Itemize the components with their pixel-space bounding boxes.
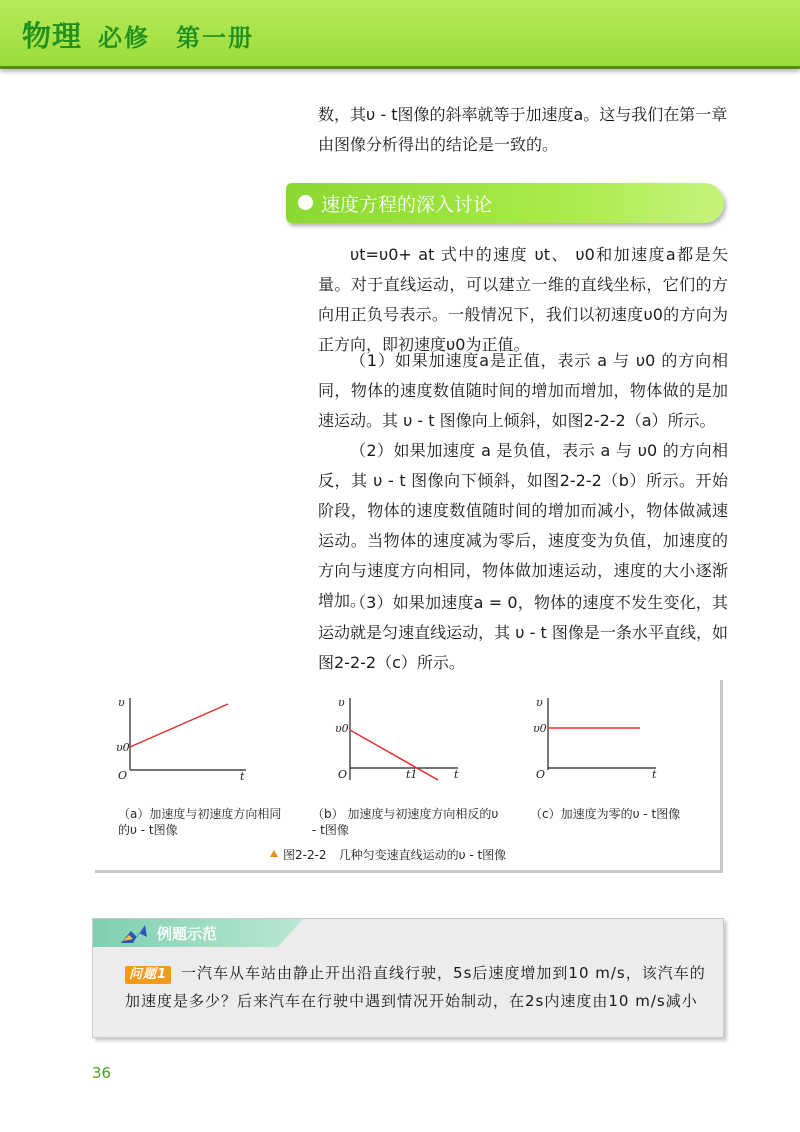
paragraph-3: （2）如果加速度 a 是负值，表示 a 与 υ0 的方向相反，其 υ - t 图像向下倾斜，如图2-2-2（b）所示。开始阶段，物体的速度数值随时间的增加而减小，物体做减速运动。当物体的速度减为零后，速度变为负值，加速度的方向与速度方向相同，物体做加速运动，速度的大小逐渐增加。 [318,441,728,610]
graph-c [528,690,668,790]
graph-b [330,690,470,790]
velocity-line [350,730,438,780]
book-title [22,14,254,55]
triangle-icon [270,850,278,857]
paragraph-2: （1）如果加速度a是正值，表示 a 与 υ0 的方向相同，物体的速度数值随时间的增加而增加，物体做的是加速运动。其 υ - t 图像向上倾斜，如图2-2-2（a）所示。 [318,351,728,430]
graph-a [108,690,258,790]
example-title: 例题示范 [157,925,218,943]
v0-label: υ0 [533,722,547,735]
example-box [92,918,724,1038]
page-header [0,0,800,69]
v-label: υ [118,696,125,709]
example-line-2: 加速度是多少？后来汽车在行驶中遇到情况开始制动，在2s内速度由10 m/s减小 [125,992,698,1010]
example-text-1: 一汽车从车站由静止开出沿直线行驶，5s后速度增加到10 m/s，该汽车的 [181,964,706,982]
caption-c: （c）加速度为零的υ - t图像 [530,807,681,821]
bullet-icon [298,195,313,210]
figure-caption: 图2-2-2 几种匀变速直线运动的υ - t图像 [283,848,507,862]
v-label: υ [536,696,543,709]
origin-label: O [338,768,348,781]
intro-line-2: 由图像分析得出的结论是一致的。 [318,135,559,154]
caption-b: （b） 加速度与初速度方向相反的υ - t图像 [312,807,499,837]
t-label: t [652,768,657,781]
t1-label: t1 [406,768,418,781]
page-number: 36 [92,1064,112,1082]
origin-label: O [118,769,128,782]
t-label: t [240,770,245,783]
section-title: 速度方程的深入讨论 [321,194,493,216]
intro-line-1: 数，其υ - t图像的斜率就等于加速度a。这与我们在第一章 [318,105,728,124]
v0-label: υ0 [335,722,349,735]
origin-label: O [536,768,546,781]
paragraph-4: （3）如果加速度a = 0，物体的速度不发生变化，其运动就是匀速直线运动，其 υ - t 图像是一条水平直线，如图2-2-2（c）所示。 [318,593,728,672]
v-label: υ [338,696,345,709]
question-badge: 问题1 [125,966,171,984]
section-banner [286,183,724,223]
v0-label: υ0 [116,741,130,754]
paragraph-1: υt=υ0+ at 式中的速度 υt、 υ0和加速度a都是矢量。对于直线运动，可以建立一维的直线坐标，它们的方向用正负号表示。一般情况下，我们以初速度υ0的方向为正方向，即初速度υ0为正值。 [318,245,728,354]
book-name: 物理 [22,19,83,53]
book-subtitle: 必修 第一册 [98,24,255,52]
example-line-1 [125,959,705,987]
t-label: t [454,768,459,781]
caption-a: （a）加速度与初速度方向相同的υ - t图像 [118,807,282,837]
velocity-line [130,704,228,747]
arrow-icon [119,923,149,945]
